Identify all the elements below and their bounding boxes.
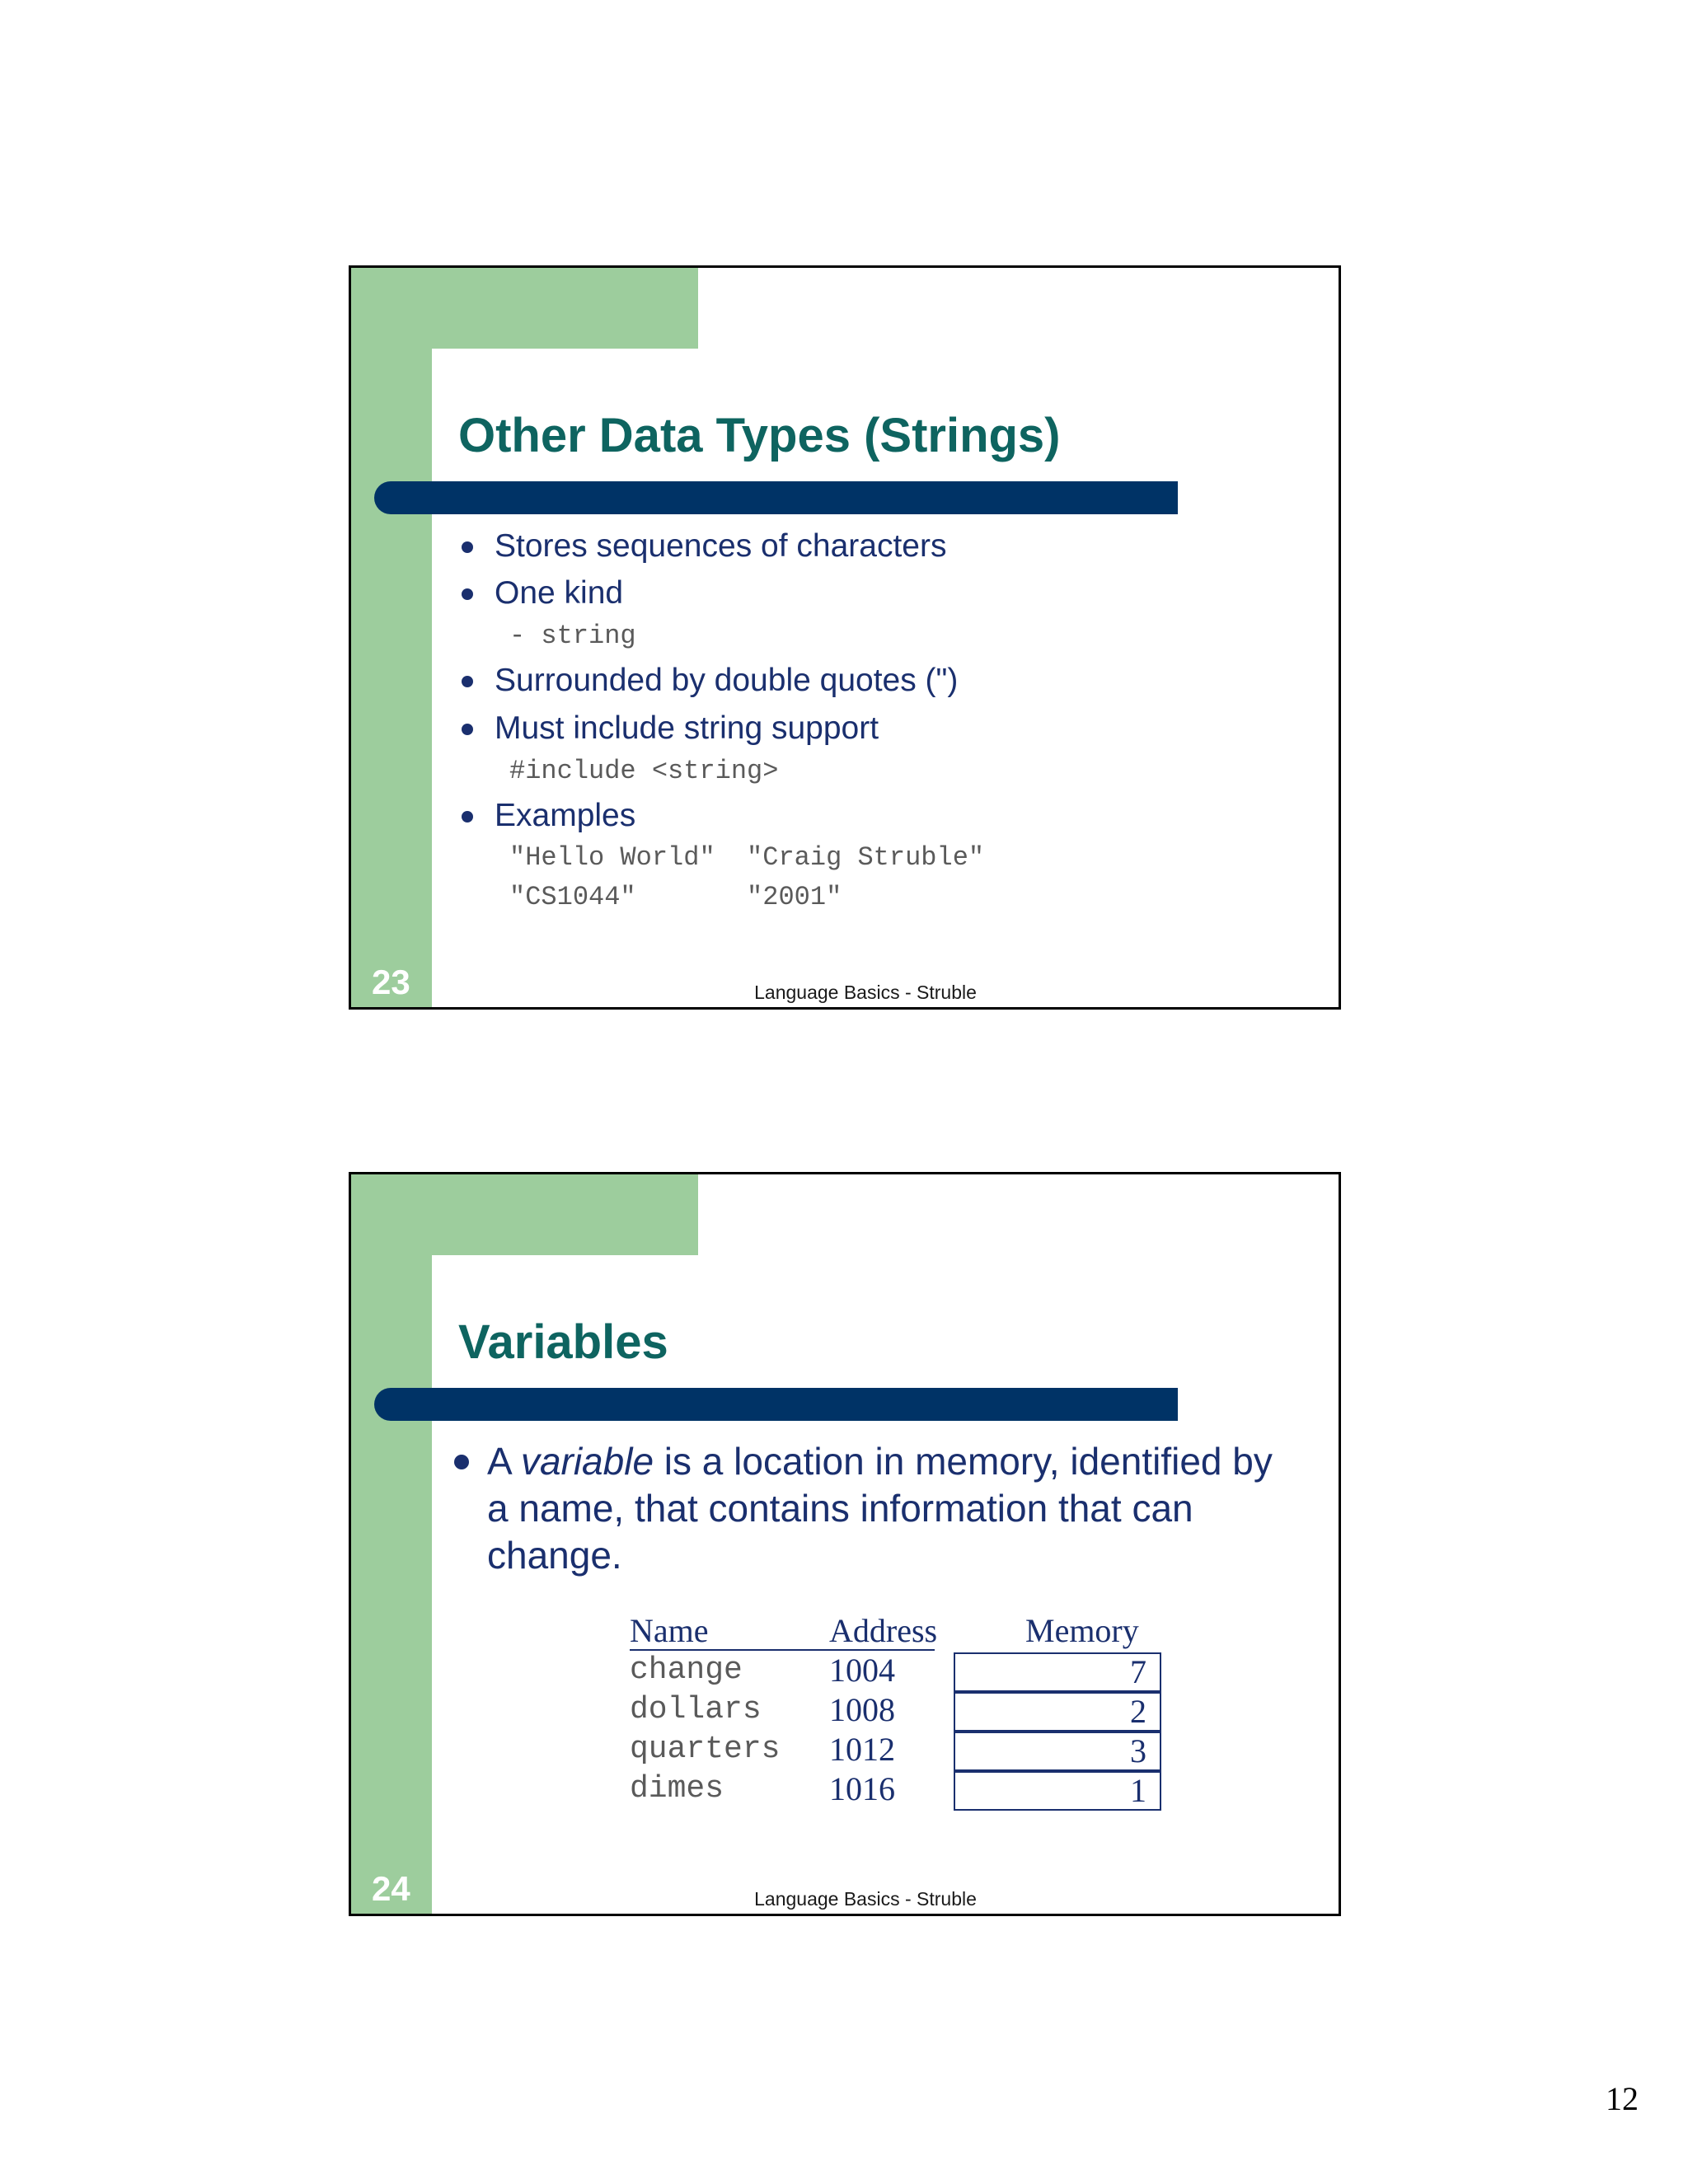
table-row-name: change [630, 1652, 743, 1688]
bullet-dot-icon [462, 541, 473, 553]
example-code-row: "Hello World" "Craig Struble" [509, 842, 985, 873]
bullet-text: Examples [495, 798, 636, 833]
sub-bullet-string: - string [509, 621, 636, 651]
memory-cell: 7 [954, 1652, 1161, 1692]
table-row-address: 1008 [829, 1691, 895, 1728]
variable-definition [487, 1438, 1278, 1579]
slide-number: 24 [372, 1869, 410, 1908]
table-row-name: dimes [630, 1771, 724, 1807]
slide-title: Other Data Types (Strings) [458, 409, 1061, 462]
bullet-dot-icon [462, 811, 473, 823]
header-memory: Memory [1025, 1612, 1139, 1649]
page-number: 12 [1606, 2080, 1639, 2117]
slide-number: 23 [372, 963, 410, 1001]
slide-23 [349, 265, 1341, 1010]
table-row-address: 1004 [829, 1652, 895, 1689]
bullet-dot-icon [462, 676, 473, 687]
title-underline-bar [374, 1388, 1178, 1421]
definition-term: variable [520, 1440, 654, 1483]
table-row-name: quarters [630, 1732, 781, 1767]
example-code-row: "CS1044" "2001" [509, 882, 842, 912]
definition-suffix: is a location in memory, identified by a name, that contains information that can change. [487, 1440, 1273, 1577]
definition-prefix: A [487, 1440, 521, 1483]
header-name: Name [630, 1612, 709, 1649]
bullet-dot-icon [462, 724, 473, 735]
slide-24 [349, 1172, 1341, 1916]
bullet-text: Stores sequences of characters [495, 528, 947, 564]
memory-cell: 1 [954, 1771, 1161, 1811]
bullet-dot-icon [454, 1455, 469, 1469]
slide-title: Variables [458, 1315, 668, 1369]
bullet-dot-icon [462, 588, 473, 600]
memory-cell: 3 [954, 1732, 1161, 1771]
bullet-text: Must include string support [495, 710, 879, 746]
bullet-text: One kind [495, 575, 624, 611]
bullet-text: Surrounded by double quotes (") [495, 663, 959, 698]
memory-cell: 2 [954, 1692, 1161, 1732]
header-address: Address [829, 1612, 938, 1649]
slide-footer: Language Basics - Struble [754, 982, 977, 1003]
green-accent-left [351, 268, 432, 1007]
include-code: #include <string> [509, 756, 779, 786]
green-accent-left [351, 1174, 432, 1914]
table-row-address: 1016 [829, 1770, 895, 1807]
slide-footer: Language Basics - Struble [754, 1888, 977, 1910]
title-underline-bar [374, 481, 1178, 514]
table-row-name: dollars [630, 1692, 762, 1727]
table-row-address: 1012 [829, 1731, 895, 1768]
